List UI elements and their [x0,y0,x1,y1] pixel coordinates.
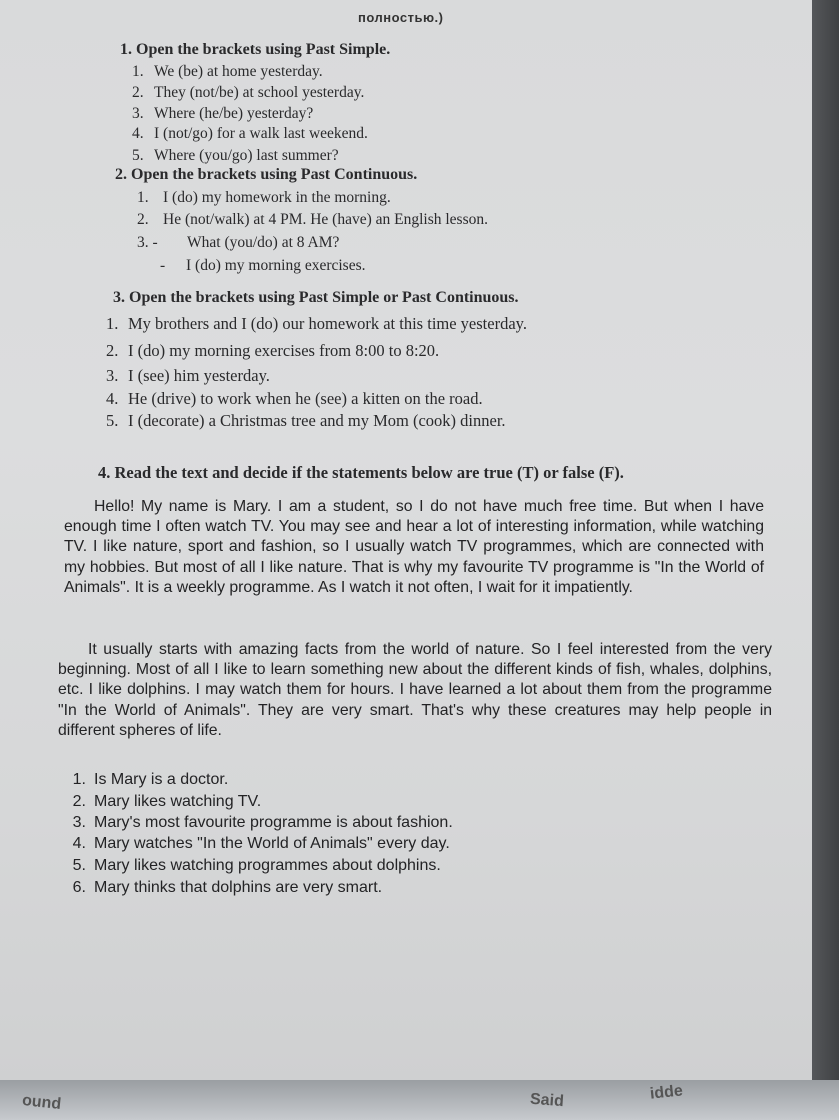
section2-item: 2. He (not/walk) at 4 PM. He (have) an English lesson. [137,211,489,228]
section3-item: 3. I (see) him yesterday. [106,366,270,385]
section2-title: 2. Open the brackets using Past Continuous. [115,166,418,183]
section1-item: 5. Where (you/go) last summer? [132,147,339,164]
section1-item: 1. We (be) at home yesterday. [132,63,323,80]
section3-item: 5. I (decorate) a Christmas tree and my Mom (cook) dinner. [106,411,506,430]
section1-item: 4. I (not/go) for a walk last weekend. [132,125,368,142]
section4-title: 4. Read the text and decide if the statements below are true (T) or false (F). [98,463,624,482]
statement-item: 4. Mary watches "In the World of Animals" every day. [72,835,450,852]
background-scrap-text: idde [649,1082,684,1103]
section3-item: 4. He (drive) to work when he (see) a kitten on the road. [106,389,483,408]
section3-item: 2. I (do) my morning exercises from 8:00 to 8:20. [106,341,440,360]
statement-item: 2. Mary likes watching TV. [72,793,262,810]
reading-paragraph-2: It usually starts with amazing facts from the world of nature. So I feel interested from the very beginning. Most of all I like to learn something new about the different kinds of fish, whales, dolphins, etc. I like dolphins. I may watch them for hours. I have learned a lot about them from the programme "In the World of Animals". They are very smart. That's why these creatures may help people in different spheres of life. [58,641,772,739]
reading-paragraph-1: Hello! My name is Mary. I am a student, so I do not have much free time. But when I have enough time I often watch TV. You may see and hear a lot of interesting information, while watching TV. I like nature, sport and fashion, so I usually watch TV programmes, which are connected with my hobbies. But most of all I like nature. That is why my favourite TV programme is "In the World of Animals". It is a weekly programme. As I watch it not often, I wait for it impatiently. [64,498,764,596]
section2-item: 3. - What (you/do) at 8 AM? [137,234,340,251]
statement-item: 6. Mary thinks that dolphins are very smart. [72,879,383,896]
section1-item: 2. They (not/be) at school yesterday. [132,84,365,101]
section2-item: 1. I (do) my homework in the morning. [137,189,391,206]
header-fragment: полностью.) [358,10,444,25]
section1-title: 1. Open the brackets using Past Simple. [120,41,391,58]
statement-item: 1. Is Mary is a doctor. [72,771,229,788]
statement-item: 5. Mary likes watching programmes about dolphins. [72,857,441,874]
section3-item: 1. My brothers and I (do) our homework at this time yesterday. [106,314,527,333]
section2-item: - I (do) my morning exercises. [160,257,366,274]
background-scrap-text: ound [21,1092,62,1113]
section3-title: 3. Open the brackets using Past Simple or Past Continuous. [113,289,519,306]
background-edge-bottom [0,1080,839,1120]
background-edge-right [812,0,839,1090]
section1-item: 3. Where (he/be) yesterday? [132,105,314,122]
background-scrap-text: Said [529,1090,565,1111]
statement-item: 3. Mary's most favourite programme is about fashion. [72,814,453,831]
